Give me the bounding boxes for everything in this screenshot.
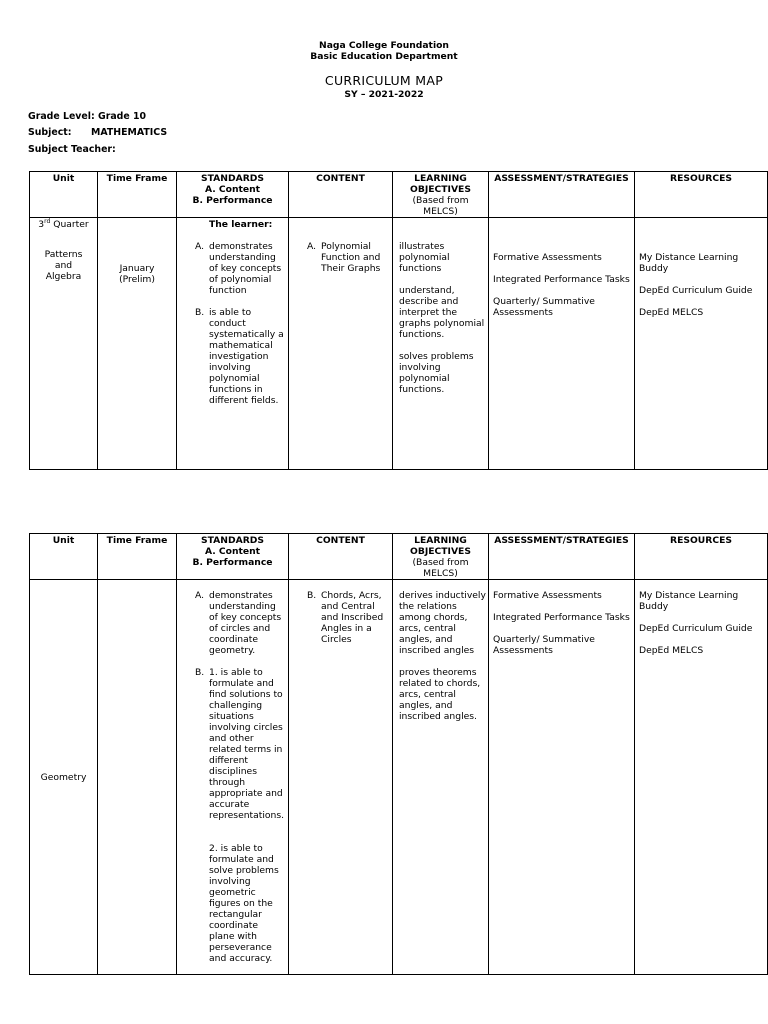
resources-cell	[635, 218, 768, 470]
curriculum-table-1	[29, 171, 768, 470]
time-frame-cell: January (Prelim)	[98, 218, 177, 470]
assessment-item: Formative Assessments	[493, 252, 602, 263]
table-row	[30, 218, 768, 470]
grade-level-value: Grade 10	[98, 111, 147, 122]
col-assessment: ASSESSMENT/STRATEGIES	[489, 534, 635, 580]
institution-name: Naga College Foundation	[319, 40, 449, 51]
col-unit: Unit	[30, 172, 98, 218]
table-row	[30, 580, 768, 975]
table-header-row	[30, 534, 768, 580]
col-standards: STANDARDS A. Content B. Performance	[177, 534, 289, 580]
standards-cell: The learner: A. demonstrates understanding of key concepts of polynomial function B. is able to conduct systematically a mathematical investigation involving polynomial functions in different fields.	[177, 218, 289, 470]
col-resources: RESOURCES	[635, 534, 768, 580]
assessment-item: Quarterly/ Summative Assessments	[493, 634, 595, 656]
col-content: CONTENT	[289, 534, 393, 580]
resource-item: DepEd Curriculum Guide	[639, 623, 753, 634]
objectives-cell	[393, 580, 489, 975]
assessment-item: Integrated Performance Tasks	[493, 612, 630, 623]
subject-teacher	[28, 144, 116, 155]
quarter-label: 3rd Quarter	[38, 218, 89, 230]
col-objectives: LEARNING OBJECTIVES (Based from MELCS)	[393, 534, 489, 580]
document-title: CURRICULUM MAP	[324, 73, 444, 88]
unit-geometry: Geometry	[40, 771, 87, 783]
content-cell: A. Polynomial Function and Their Graphs	[289, 218, 393, 470]
col-standards: STANDARDS A. Content B. Performance	[177, 172, 289, 218]
subject-label: Subject:	[28, 127, 72, 138]
assessment-item: Integrated Performance Tasks	[493, 274, 630, 285]
curriculum-table-2	[29, 533, 768, 975]
col-time-frame: Time Frame	[98, 172, 177, 218]
unit-cell	[30, 580, 98, 975]
time-frame-cell	[98, 580, 177, 975]
col-objectives: LEARNING OBJECTIVES (Based from MELCS)	[393, 172, 489, 218]
assessment-item: Quarterly/ Summative Assessments	[493, 296, 595, 318]
objective-item: solves problems involving polynomial functions.	[399, 351, 474, 395]
resource-item: My Distance Learning Buddy	[639, 590, 739, 612]
grade-level	[28, 111, 146, 122]
objective-item: illustrates polynomial functions	[399, 241, 450, 274]
assessment-cell	[489, 580, 635, 975]
subject-value: MATHEMATICS	[91, 127, 168, 138]
unit-cell: 3rd Quarter Patterns and Algebra	[30, 218, 98, 470]
col-resources: RESOURCES	[635, 172, 768, 218]
resource-item: My Distance Learning Buddy	[639, 252, 739, 274]
objective-item: derives inductively the relations among chords, arcs, central angles, and inscribed angles	[399, 590, 486, 656]
col-time-frame: Time Frame	[98, 534, 177, 580]
subject	[28, 127, 167, 138]
objective-item: understand, describe and interpret the graphs polynomial functions.	[399, 285, 485, 340]
col-content: CONTENT	[289, 172, 393, 218]
resource-item: DepEd Curriculum Guide	[639, 285, 753, 296]
department-name: Basic Education Department	[310, 51, 458, 62]
assessment-cell	[489, 218, 635, 470]
objectives-cell	[393, 218, 489, 470]
resources-cell	[635, 580, 768, 975]
grade-level-label: Grade Level:	[28, 111, 95, 122]
table-header-row	[30, 172, 768, 218]
assessment-item: Formative Assessments	[493, 590, 602, 601]
subject-teacher-label: Subject Teacher:	[28, 144, 116, 155]
objective-item: proves theorems related to chords, arcs, central angles, and inscribed angles.	[399, 667, 481, 722]
col-unit: Unit	[30, 534, 98, 580]
resource-item: DepEd MELCS	[639, 645, 704, 656]
col-assessment: ASSESSMENT/STRATEGIES	[489, 172, 635, 218]
content-cell: B. Chords, Acrs, and Central and Inscribed Angles in a Circles	[289, 580, 393, 975]
standards-cell: A. demonstrates understanding of key concepts of circles and coordinate geometry. B. 1. is able to formulate and find solutions to challenging situations involving circles and other related terms in different disciplines through appropriate and accurate representations. 2. is able to formulate and solve problems involving geometric figures on the rectangular coordinate plane with perseverance and accuracy.	[177, 580, 289, 975]
school-year: SY – 2021-2022	[344, 89, 424, 100]
resource-item: DepEd MELCS	[639, 307, 704, 318]
learner-label: The learner:	[209, 219, 273, 230]
